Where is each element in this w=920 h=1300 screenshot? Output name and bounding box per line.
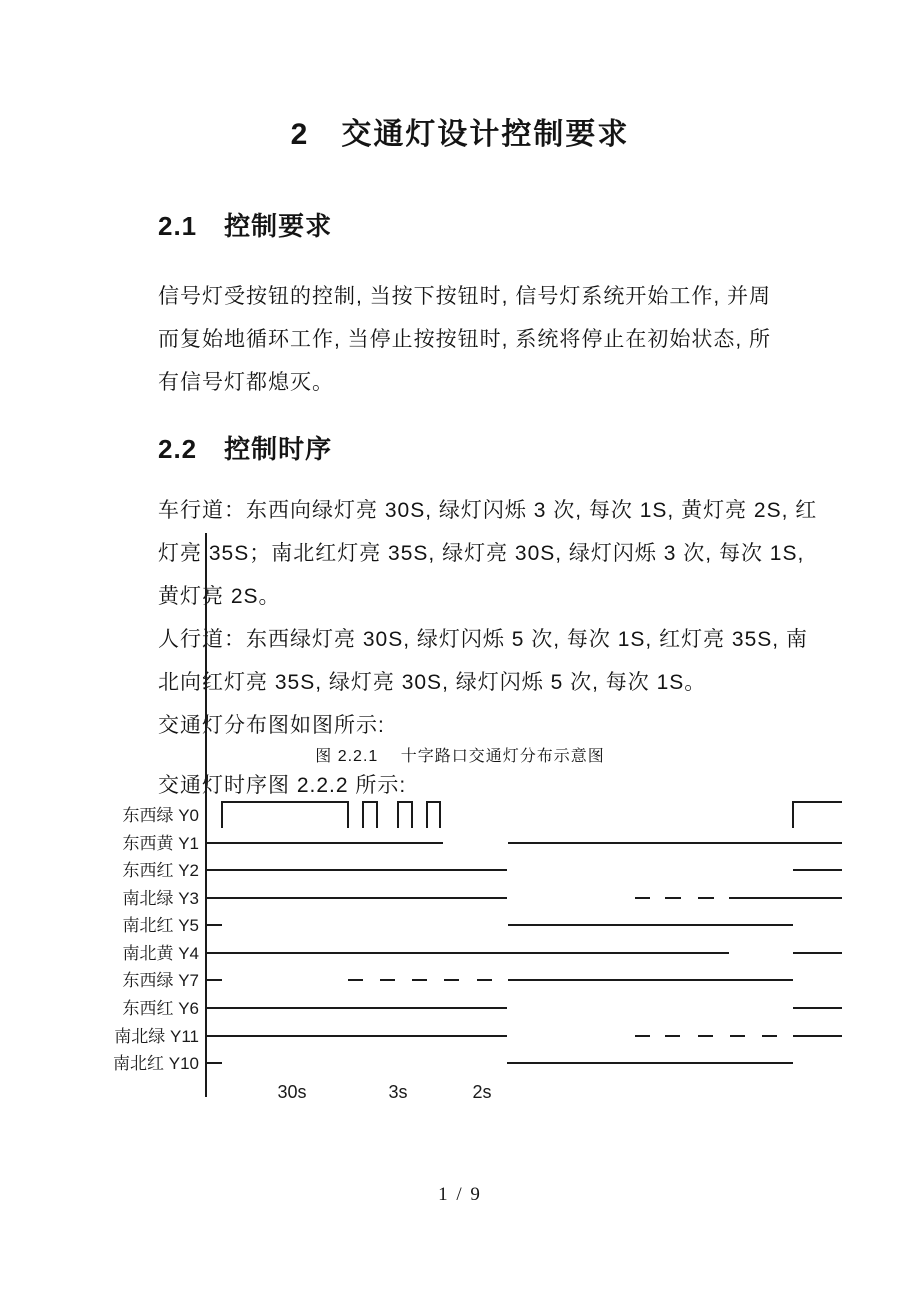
signal-pulse bbox=[222, 802, 348, 828]
section-heading-2-1: 2.1 控制要求 bbox=[158, 211, 333, 241]
section-heading-2-2: 2.2 控制时序 bbox=[158, 434, 333, 464]
text-line: 北向红灯亮 35S, 绿灯亮 30S, 绿灯闪烁 5 次, 每次 1S。 bbox=[158, 671, 707, 694]
text-line: 黄灯亮 2S。 bbox=[158, 585, 281, 608]
text-line: 信号灯受按钮的控制, 当按下按钮时, 信号灯系统开始工作, 并周 bbox=[158, 285, 772, 308]
figure-caption-2-2-1: 图 2.2.1 十字路口交通灯分布示意图 bbox=[315, 748, 605, 765]
signal-pulse bbox=[398, 802, 412, 828]
row-label: 东西绿 Y0 bbox=[122, 806, 199, 825]
row-label: 东西绿 Y7 bbox=[122, 971, 199, 990]
row-label: 东西红 Y6 bbox=[122, 999, 199, 1018]
text-line: 人行道：东西绿灯亮 30S, 绿灯闪烁 5 次, 每次 1S, 红灯亮 35S, 南 bbox=[158, 628, 808, 651]
signal-pulse bbox=[427, 802, 440, 828]
text-line: 灯亮 35S；南北红灯亮 35S, 绿灯亮 30S, 绿灯闪烁 3 次, 每次 1S, bbox=[158, 542, 805, 565]
page-number: 1 / 9 bbox=[438, 1184, 482, 1205]
text-line: 有信号灯都熄灭。 bbox=[158, 371, 334, 394]
row-label: 南北黄 Y4 bbox=[122, 944, 199, 963]
time-label: 2s bbox=[472, 1082, 492, 1102]
time-label: 30s bbox=[277, 1082, 307, 1102]
figure-reference-line: 交通灯时序图 2.2.2 所示: bbox=[158, 774, 407, 797]
row-label: 南北红 Y10 bbox=[113, 1054, 199, 1073]
row-label: 东西黄 Y1 bbox=[122, 834, 199, 853]
signal-pulse bbox=[363, 802, 377, 828]
row-label: 东西红 Y2 bbox=[122, 861, 199, 880]
text-line: 交通灯分布图如图所示: bbox=[158, 714, 385, 737]
row-label: 南北绿 Y11 bbox=[114, 1027, 199, 1046]
text-line: 而复始地循环工作, 当停止按按钮时, 系统将停止在初始状态, 所 bbox=[158, 328, 772, 351]
row-label: 南北绿 Y3 bbox=[122, 889, 199, 908]
text-line: 车行道：东西向绿灯亮 30S, 绿灯闪烁 3 次, 每次 1S, 黄灯亮 2S, 红 bbox=[158, 499, 818, 522]
time-label: 3s bbox=[388, 1082, 408, 1102]
row-label: 南北红 Y5 bbox=[122, 916, 199, 935]
signal-pulse bbox=[793, 802, 842, 828]
page-title: 2 交通灯设计控制要求 bbox=[290, 118, 630, 151]
